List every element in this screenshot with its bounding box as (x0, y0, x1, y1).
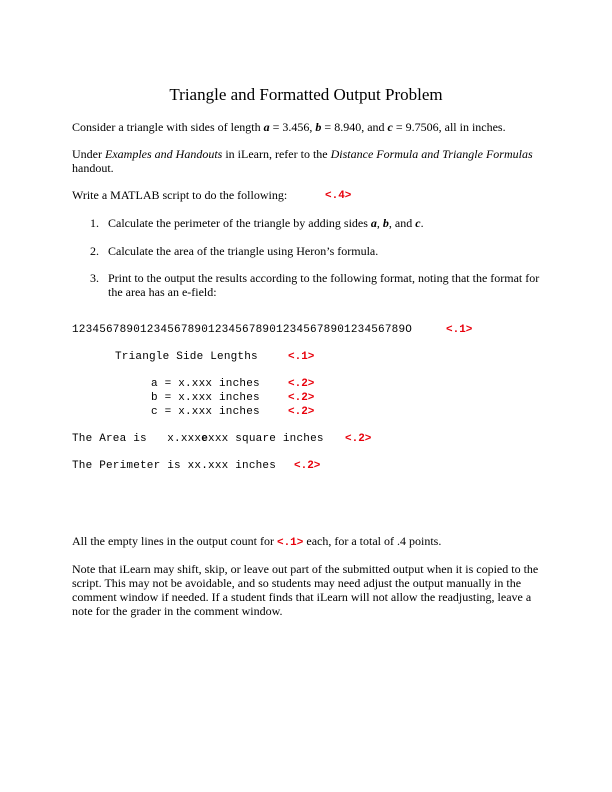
list-item-text-cont: the area has an e-field: (108, 285, 217, 299)
task-intro: Write a MATLAB script to do the following: (72, 188, 288, 202)
p1-text: Consider a triangle with sides of length (72, 120, 264, 134)
ruler-points: <.1> (446, 324, 473, 336)
p4-text: All the empty lines in the output count for (72, 534, 277, 548)
column-ruler: 1234567890123456789012345678901234567890123456789O (72, 324, 413, 336)
side-c-value: = 9.7506, all in inches. (392, 120, 506, 134)
list-number: 2. (90, 244, 99, 258)
empty-lines-points: <.1> (276, 537, 304, 549)
list-number: 3. (90, 271, 99, 285)
side-a-label: a (263, 120, 270, 134)
list-item-text: Calculate the area of the triangle using Heron’s formula. (108, 244, 379, 258)
list-number: 1. (90, 216, 99, 230)
line-b-points: <.2> (288, 392, 315, 404)
separator: , (376, 216, 383, 230)
ilearn-note-line3: comment window if needed. If a student finds that iLearn will not allow the readjusting, leave a (72, 590, 532, 604)
triangle-sides-paragraph (72, 120, 506, 134)
output-area-line (72, 433, 324, 445)
output-heading: Triangle Side Lengths (115, 351, 258, 363)
ilearn-note-line2: script. This may not be avoidable, and so students may need adjust the output manually in the (72, 576, 522, 590)
area-e-field: e (201, 433, 209, 445)
side-c-label: c (387, 120, 393, 134)
side-b-label: b (382, 216, 389, 230)
list-item (90, 244, 378, 258)
handout-word: handout. (72, 161, 114, 175)
area-points: <.2> (345, 433, 372, 445)
p2-text: Under (72, 147, 105, 161)
task-points: <.4> (325, 190, 352, 202)
side-a-value: = 3.456, (269, 120, 316, 134)
side-b-label: b (315, 120, 322, 134)
examples-handouts-ref: Examples and Handouts (105, 147, 223, 161)
output-perimeter-line: The Perimeter is xx.xxx inches (72, 460, 277, 472)
list-item-text: Calculate the perimeter of the triangle by adding sides (108, 216, 371, 230)
list-item (90, 271, 539, 285)
ilearn-note-line4: note for the grader in the comment window. (72, 604, 283, 618)
area-text-post: xxx square inches (208, 433, 324, 445)
p2-text-mid: in iLearn, refer to the (222, 147, 331, 161)
output-line-c: c = x.xxx inches (151, 406, 260, 418)
list-item-text: Print to the output the results according to the following format, noting that the format for (108, 271, 540, 285)
distance-formula-ref: Distance Formula and Triangle Formulas (330, 147, 533, 161)
ilearn-note-line1: Note that iLearn may shift, skip, or leave out part of the submitted output when it is copied to the (72, 562, 539, 576)
separator: . (420, 216, 424, 230)
area-text: The Area is x.xxx (72, 433, 202, 445)
p4-text-post: each, for a total of .4 points. (303, 534, 442, 548)
side-a-label: a (370, 216, 377, 230)
line-a-points: <.2> (288, 378, 315, 390)
line-c-points: <.2> (288, 406, 315, 418)
side-c-label: c (415, 216, 421, 230)
output-line-a: a = x.xxx inches (151, 378, 260, 390)
side-b-value: = 8.940, and (321, 120, 388, 134)
perimeter-points: <.2> (294, 460, 321, 472)
empty-lines-note (72, 534, 441, 550)
output-line-b: b = x.xxx inches (151, 392, 260, 404)
page-title: Triangle and Formatted Output Problem (169, 85, 443, 104)
handout-reference-paragraph (72, 147, 533, 161)
heading-points: <.1> (288, 351, 315, 363)
separator: , and (388, 216, 416, 230)
list-item (90, 216, 424, 230)
